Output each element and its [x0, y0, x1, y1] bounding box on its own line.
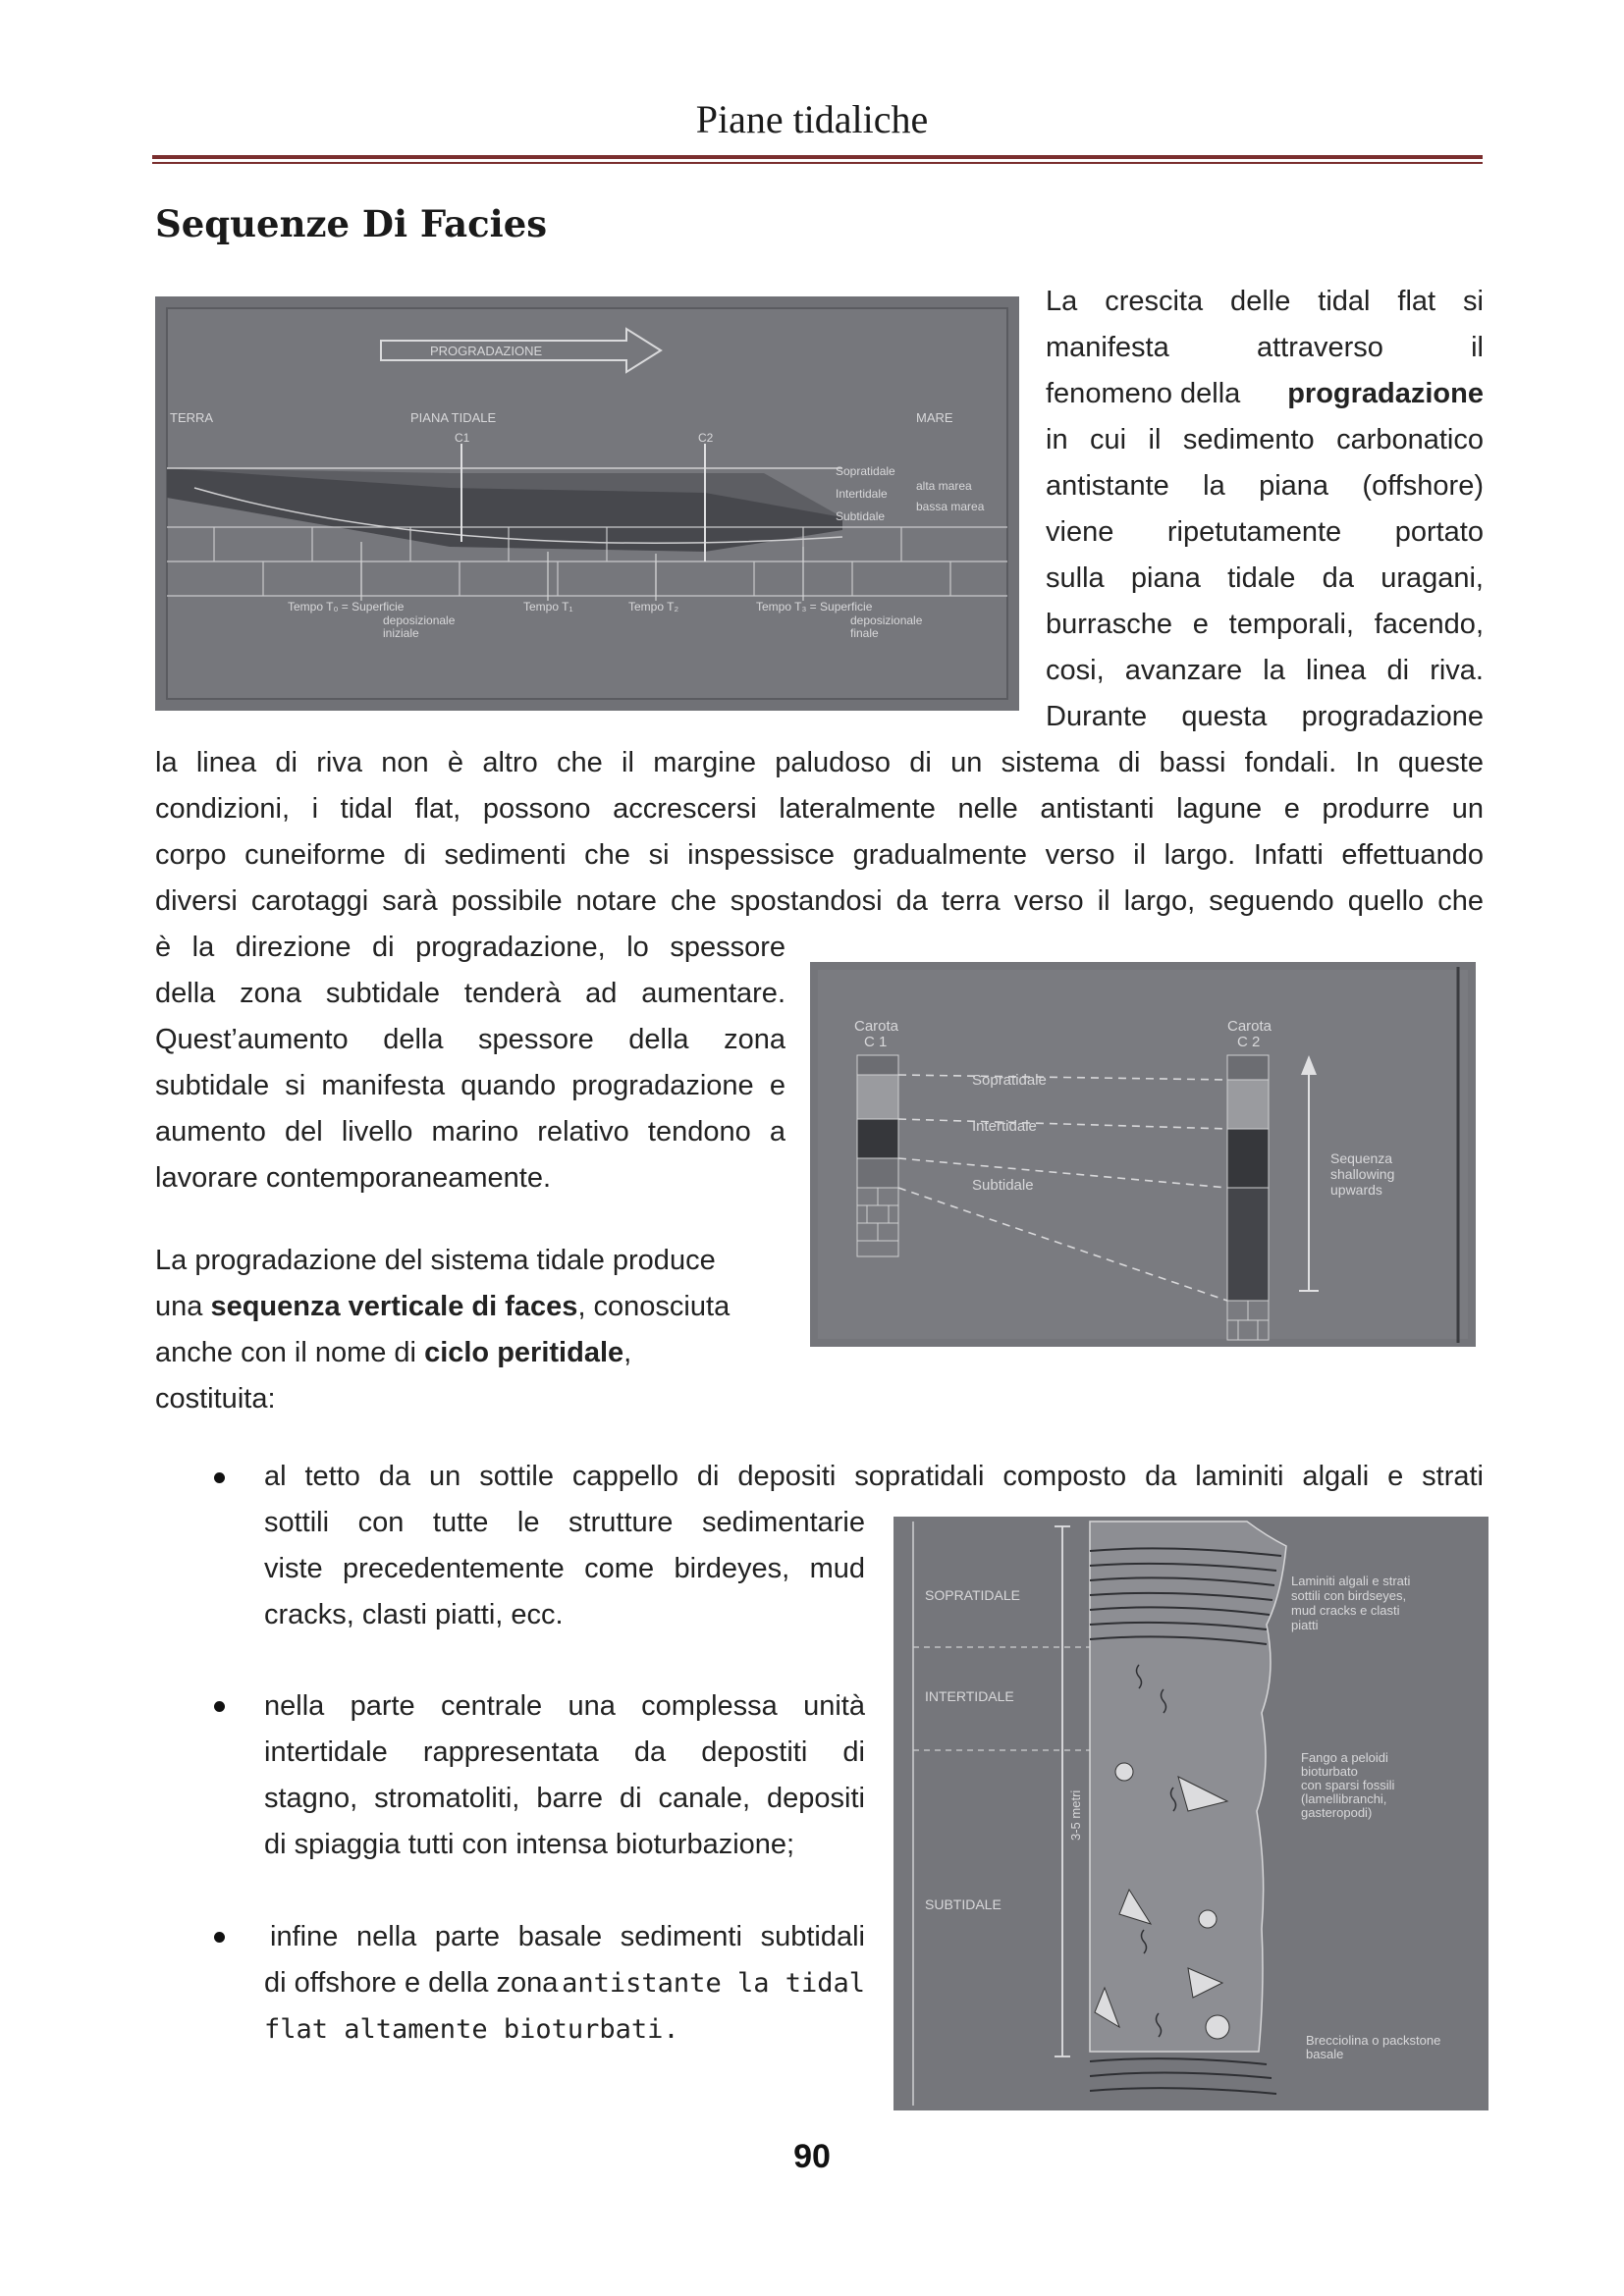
fig2-label-sopra: Sopratidale: [972, 1072, 1047, 1089]
bullet-dot: [214, 1932, 225, 1943]
fig1-label-mare: MARE: [916, 410, 953, 425]
para2-line: [155, 1284, 803, 1330]
fig3-label-inter: INTERTIDALE: [925, 1688, 1014, 1704]
section-title: Sequenze Di Facies: [155, 202, 548, 245]
para1-line: [1046, 371, 1484, 417]
fig3-label-sub: SUBTIDALE: [925, 1896, 1001, 1912]
para1-line: condizioni, i tidal flat, possono accrescersi lateralmente nelle antistanti lagune e produrre un: [155, 793, 1484, 825]
bullet2-line: intertidale rappresentata da depostiti di: [264, 1736, 865, 1768]
fig1-label-terra: TERRA: [170, 410, 214, 425]
para1-line: antistante la piana (offshore): [1046, 470, 1484, 502]
para2-text: ,: [623, 1337, 632, 1368]
bullet3-line: infine nella parte basale sedimenti subtidali: [270, 1921, 865, 1952]
para1-line: diversi carotaggi sarà possibile notare che spostandosi da terra verso il largo, seguendo quello che: [155, 885, 1484, 917]
fig3-label-lam2: sottili con birdseyes,: [1291, 1588, 1407, 1603]
bullet-dot: [214, 1701, 225, 1712]
para1-line: Durante questa progradazione: [1046, 701, 1484, 732]
fig2-label-carota1: Carota: [854, 1018, 899, 1035]
figure-progradation-section: [155, 296, 1019, 711]
fig2-label-carota2: Carota: [1227, 1018, 1272, 1035]
fig2-label-c2: C 2: [1237, 1034, 1261, 1050]
fig1-label-alta: alta marea: [916, 479, 972, 493]
fig3-label-bre1: Brecciolina o packstone: [1306, 2033, 1441, 2048]
header-rule-thick: [152, 155, 1483, 159]
bullet1-line: viste precedentemente come birdeyes, mud: [264, 1553, 865, 1584]
bullet1-line: sottili con tutte le strutture sedimentarie: [264, 1507, 865, 1538]
para1-line: viene ripetutamente portato: [1046, 516, 1484, 548]
para2-bold-ciclo: ciclo peritidale: [424, 1337, 624, 1368]
bullet3-text: di offshore e della zona: [264, 1967, 559, 1999]
para2-text: una: [155, 1291, 211, 1322]
para2-text: , conosciuta: [577, 1291, 731, 1322]
fig3-label-lam3: mud cracks e clasti: [1291, 1603, 1400, 1618]
bullet1-line: cracks, clasti piatti, ecc.: [264, 1599, 564, 1630]
para1-bold-prograd: progradazione: [1287, 378, 1484, 409]
para1-line: Quest’aumento della spessore della zona: [155, 1024, 785, 1055]
fig1-label-t0: Tempo T₀ = Superficie: [288, 600, 405, 614]
fig2-label-seq3: upwards: [1330, 1182, 1382, 1198]
fig1-label-sopra: Sopratidale: [836, 464, 895, 478]
bullet2-line: di spiaggia tutti con intensa bioturbazione;: [264, 1829, 795, 1860]
para1-line: in cui il sedimento carbonatico: [1046, 424, 1484, 455]
fig1-label-t3c: finale: [850, 626, 879, 640]
para1-line: cosi, avanzare la linea di riva.: [1046, 655, 1484, 686]
fig2-label-seq1: Sequenza: [1330, 1150, 1393, 1166]
para1-line: della zona subtidale tenderà ad aumentare.: [155, 978, 785, 1009]
fig1-label-piana: PIANA TIDALE: [410, 410, 497, 425]
fig1-label-t0c: iniziale: [383, 626, 419, 640]
fig2-label-c1: C 1: [864, 1034, 888, 1050]
fig2-label-sub: Subtidale: [972, 1177, 1034, 1194]
para1-line: è la direzione di progradazione, lo spessore: [155, 932, 785, 963]
figure-peritidal-cycle: [893, 1517, 1489, 2110]
figure-cores-c1-c2: [810, 962, 1476, 1347]
fig3-label-sopra: SOPRATIDALE: [925, 1587, 1020, 1603]
bullet3-line: flat altamente bioturbati.: [264, 2014, 679, 2045]
bullet2-line: nella parte centrale una complessa unità: [264, 1690, 865, 1722]
fig1-label-c1: C1: [455, 431, 470, 445]
para2-text: anche con il nome di: [155, 1337, 425, 1368]
fig3-label-fan4: (lamellibranchi,: [1301, 1791, 1387, 1806]
header-rule-thin: [152, 162, 1483, 164]
fig1-label-prograd: PROGRADAZIONE: [430, 344, 543, 358]
fig1-label-t0b: deposizionale: [383, 614, 456, 627]
fig3-label-fan1: Fango a peloidi: [1301, 1750, 1388, 1765]
bullet3-hand-text: antistante la tidal: [562, 1968, 865, 1999]
para1-line: subtidale si manifesta quando progradazione e: [155, 1070, 785, 1101]
fig3-label-lam1: Laminiti algali e strati: [1291, 1574, 1411, 1588]
fig3-label-bre2: basale: [1306, 2047, 1344, 2061]
para1-line-text: fenomeno della: [1046, 378, 1241, 409]
para1-line: La crescita delle tidal flat si: [1046, 286, 1484, 317]
fig1-label-t1: Tempo T₁: [523, 600, 573, 614]
fig1-label-sub: Subtidale: [836, 509, 886, 523]
fig1-label-c2: C2: [698, 431, 714, 445]
para1-line: sulla piana tidale da uragani,: [1046, 562, 1484, 594]
fig1-label-t3b: deposizionale: [850, 614, 923, 627]
fig2-label-inter: Intertidale: [972, 1118, 1037, 1135]
bullet1-line: al tetto da un sottile cappello di depositi sopratidali composto da laminiti algali e strati: [264, 1461, 1484, 1492]
fig3-label-fan3: con sparsi fossili: [1301, 1778, 1395, 1792]
fig1-label-t2: Tempo T₂: [628, 600, 679, 614]
page-header-title: Piane tidaliche: [695, 97, 929, 141]
fig1-label-inter: Intertidale: [836, 487, 888, 501]
page-number: 90: [793, 2138, 831, 2175]
para1-line: manifesta attraverso il: [1046, 332, 1484, 363]
fig1-label-t3: Tempo T₃ = Superficie: [756, 600, 873, 614]
para2-line: costituita:: [155, 1383, 276, 1415]
para1-line: lavorare contemporaneamente.: [155, 1162, 552, 1194]
para1-line: la linea di riva non è altro che il margine paludoso di un sistema di bassi fondali. In queste: [155, 747, 1484, 778]
para2-line: La progradazione del sistema tidale produce: [155, 1245, 716, 1276]
fig3-label-fan5: gasteropodi): [1301, 1805, 1373, 1820]
para1-line: corpo cuneiforme di sedimenti che si inspessisce gradualmente verso il largo. Infatti effettuando: [155, 839, 1484, 871]
fig1-label-bassa: bassa marea: [916, 500, 985, 513]
bullet-dot: [214, 1472, 225, 1483]
fig2-label-seq2: shallowing: [1330, 1166, 1395, 1182]
fig3-label-fan2: bioturbato: [1301, 1764, 1358, 1779]
para1-line: burrasche e temporali, facendo,: [1046, 609, 1484, 640]
para2-bold-sequenza: sequenza verticale di faces: [210, 1291, 578, 1322]
para1-line: aumento del livello marino relativo tendono a: [155, 1116, 785, 1148]
bullet3-line: [264, 1960, 865, 2006]
fig3-label-metri: 3-5 metri: [1068, 1789, 1083, 1841]
bullet2-line: stagno, stromatoliti, barre di canale, depositi: [264, 1783, 865, 1814]
fig3-label-lam4: piatti: [1291, 1618, 1319, 1632]
para2-line: [155, 1330, 803, 1376]
